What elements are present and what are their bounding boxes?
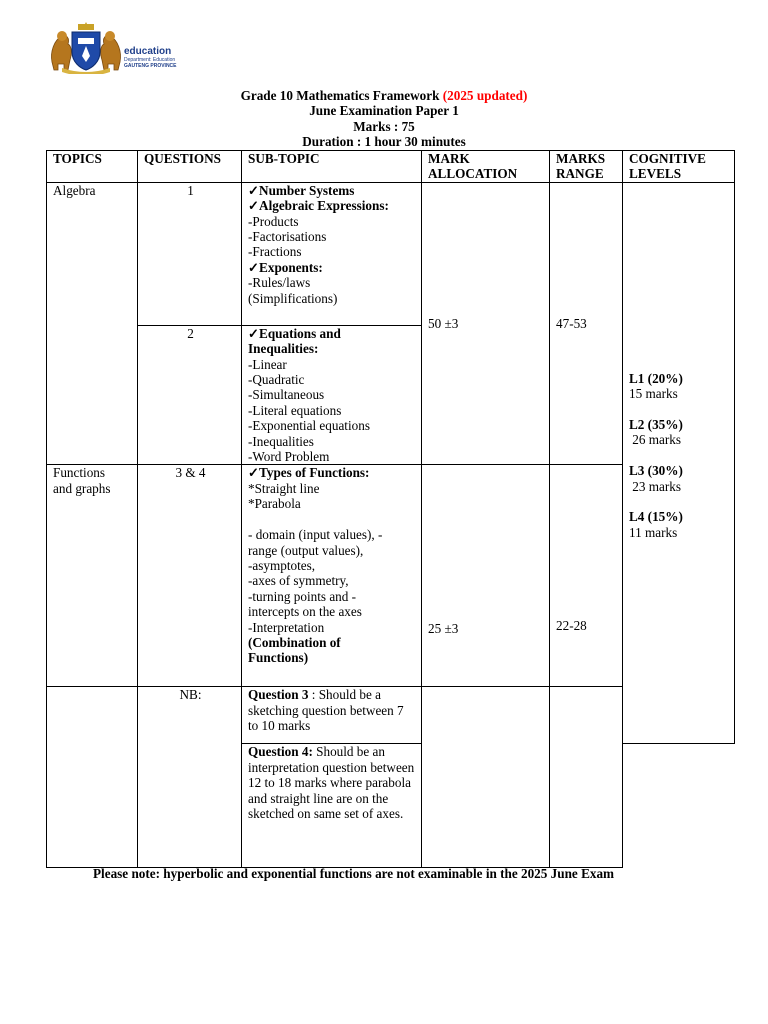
mark-allocation-functions: 25 ±3 — [422, 465, 550, 687]
header-marks-range: MARKS RANGE — [550, 151, 623, 183]
subtopic-q1-list — [248, 183, 417, 306]
subtopic-functions-line: Functions) — [248, 650, 309, 666]
department-logo-text — [124, 46, 177, 69]
subtopic-q1-line: -Rules/laws — [248, 275, 311, 291]
subtopic-q1-line: ✓Exponents: — [248, 259, 323, 275]
subtopic-q1-line: (Simplifications) — [248, 290, 338, 306]
header-subtopic: SUB-TOPIC — [242, 151, 422, 183]
subtopic-q2-line: ✓Equations and — [248, 325, 341, 341]
question-2: 2 — [138, 325, 242, 465]
subtopic-functions-line — [248, 512, 417, 527]
header-cognitive-levels: COGNITIVE LEVELS — [623, 151, 735, 183]
nb-label: NB: — [138, 687, 242, 868]
cognitive-level-item — [629, 417, 730, 448]
subtopic-functions-line: *Parabola — [248, 496, 301, 512]
subtopic-q1 — [242, 182, 422, 325]
subtopic-functions-line: (Combination of — [248, 634, 341, 650]
subtopic-functions — [242, 465, 422, 687]
marks-range-functions: 22-28 — [550, 465, 623, 687]
logo-department: Department: Education — [124, 57, 176, 63]
cognitive-level-marks: 15 marks — [629, 386, 678, 402]
subtopic-functions-line: -turning points and - — [248, 588, 357, 604]
header-topics: TOPICS — [47, 151, 138, 183]
framework-table — [46, 150, 735, 868]
document-title — [0, 88, 768, 103]
duration-title: Duration : 1 hour 30 minutes — [302, 134, 466, 150]
nb-topic-empty — [47, 687, 138, 868]
subtopic-functions-line: intercepts on the axes — [248, 604, 362, 620]
subtopic-q2-line: -Word Problem — [248, 449, 330, 465]
subtopic-q1-line: -Fractions — [248, 244, 302, 260]
marks-title: Marks : 75 — [353, 118, 415, 134]
title-updated: (2025 updated) — [442, 88, 528, 103]
topic-functions: Functions and graphs — [47, 465, 138, 687]
subtopic-q2-line: -Literal equations — [248, 402, 342, 418]
mark-allocation-algebra: 50 ±3 — [422, 182, 550, 465]
subtopic-q2-line: -Quadratic — [248, 372, 305, 388]
nb-question-4: Question 4: Should be an interpretation question between 12 to 18 marks where parabola and straight line are on the sketched on same set of axes. — [242, 744, 422, 868]
subtopic-q2-line: -Simultaneous — [248, 387, 325, 403]
question-3-and-4: 3 & 4 — [138, 465, 242, 687]
table-header-row — [47, 151, 735, 183]
subtopic-q2-list — [248, 326, 417, 465]
cognitive-level-label: L3 (30%) — [629, 463, 683, 479]
subtopic-functions-line: -asymptotes, — [248, 557, 316, 573]
subtopic-functions-line: -Interpretation — [248, 619, 325, 635]
subtopic-q2-line: -Inequalities — [248, 433, 314, 449]
subtopic-q2 — [242, 325, 422, 465]
cognitive-level-label: L1 (20%) — [629, 370, 683, 386]
subtopic-q2-line: -Exponential equations — [248, 418, 370, 434]
cognitive-level-marks: 11 marks — [629, 524, 678, 540]
subtopic-functions-line: -axes of symmetry, — [248, 573, 349, 589]
subtopic-functions-line: range (output values), — [248, 542, 364, 558]
cognitive-level-label: L2 (35%) — [629, 416, 683, 432]
subtopic-functions-line: - domain (input values), - — [248, 527, 383, 543]
marks-range-algebra: 47-53 — [550, 182, 623, 465]
cognitive-level-marks: 23 marks — [629, 478, 682, 494]
cognitive-level-item — [629, 371, 730, 402]
cognitive-level-label: L4 (15%) — [629, 509, 683, 525]
footer-note: Please note: hyperbolic and exponential functions are not examinable in the 2025 June Exam — [93, 866, 615, 881]
paper-title: June Examination Paper 1 — [309, 103, 459, 119]
subtopic-q1-line: -Factorisations — [248, 229, 327, 245]
nb-question-3: Question 3 : Should be a sketching question between 7 to 10 marks — [242, 687, 422, 744]
cognitive-levels-list — [629, 371, 730, 540]
subtopic-functions-line: *Straight line — [248, 480, 320, 496]
subtopic-functions-list — [248, 465, 417, 665]
table-row-algebra-q1 — [47, 182, 735, 325]
header-mark-allocation: MARK ALLOCATION — [422, 151, 550, 183]
subtopic-q2-line: Inequalities: — [248, 341, 319, 357]
coat-of-arms-icon — [48, 22, 124, 74]
subtopic-q1-line: ✓Algebraic Expressions: — [248, 198, 389, 214]
cognitive-level-item — [629, 463, 730, 494]
cognitive-level-marks: 26 marks — [629, 432, 682, 448]
title-main: Grade 10 Mathematics Framework — [240, 88, 440, 103]
subtopic-q2-line: -Linear — [248, 356, 287, 372]
cognitive-levels-cell — [623, 182, 735, 744]
logo-title: education — [124, 46, 172, 57]
question-1: 1 — [138, 182, 242, 325]
topic-algebra: Algebra — [47, 182, 138, 465]
nb-mark-allocation-empty — [422, 687, 550, 868]
nb-marks-range-empty — [550, 687, 623, 868]
subtopic-functions-line: ✓Types of Functions: — [248, 465, 370, 481]
header-questions: QUESTIONS — [138, 151, 242, 183]
subtopic-q1-line: ✓Number Systems — [248, 182, 355, 198]
subtopic-q1-line: -Products — [248, 213, 299, 229]
cognitive-level-item — [629, 509, 730, 540]
logo-province: GAUTENG PROVINCE — [124, 63, 177, 69]
